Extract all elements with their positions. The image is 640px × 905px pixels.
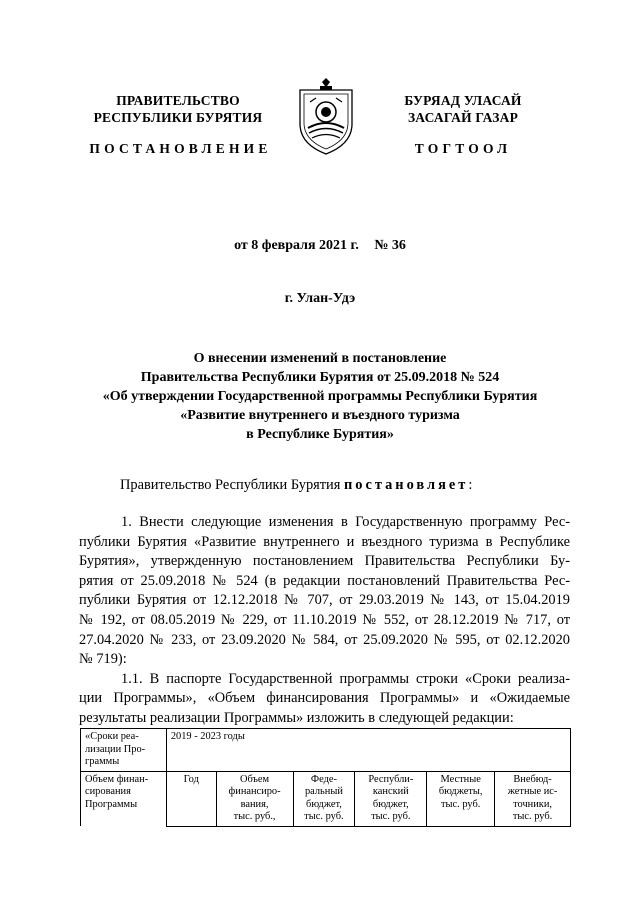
paragraph-line: 27.04.2020 № 233, от 23.09.2020 № 584, от 25.09.2020 № 595, от 02.12.2020 xyxy=(79,631,570,648)
decree-line xyxy=(120,476,570,496)
document-city: г. Улан-Удэ xyxy=(284,291,356,306)
table-cell-value: 2019 - 2023 годы xyxy=(166,729,570,772)
decree-keyword: постановляет xyxy=(343,477,469,493)
document-number: № 36 xyxy=(374,238,406,253)
title-line: Правительства Республики Бурятия от 25.09.2018 № 524 xyxy=(140,370,500,385)
document-date: от 8 февраля 2021 г. xyxy=(234,238,359,253)
title-line: «Об утверждении Государственной программы Республики Бурятия xyxy=(102,389,538,404)
header-left-line1: ПРАВИТЕЛЬСТВО xyxy=(116,93,240,108)
paragraph-line: 1. Внести следующие изменения в Государственную программу Рес- xyxy=(121,514,570,530)
doc-type-left: ПОСТАНОВЛЕНИЕ xyxy=(89,141,272,156)
title-line: «Развитие внутреннего и въездного туризма xyxy=(180,408,460,423)
paragraph-line: № 192, от 08.05.2019 № 229, от 11.10.2019 № 552, от 28.12.2019 № 717, от xyxy=(79,611,570,628)
table-cell-label: «Сроки реа- лизации Про- граммы xyxy=(81,729,167,772)
paragraph-line: ции Программы», «Объем финансирования Программы» и «Ожидаемые xyxy=(79,690,570,707)
paragraph-1 xyxy=(79,513,570,729)
date-number-line xyxy=(0,238,640,254)
table-cell-label: Объем финан- сирования Программы xyxy=(81,771,167,826)
table-row xyxy=(81,729,571,772)
paragraph-line: № 719): xyxy=(79,651,127,668)
program-passport-table xyxy=(80,728,571,827)
paragraph-line: рятия от 25.09.2018 № 524 (в редакции постановлений Правительства Рес- xyxy=(79,572,570,589)
decree-prefix: Правительство Республики Бурятия xyxy=(120,477,344,493)
decree-suffix: : xyxy=(468,477,473,493)
table-column-header: Феде- ральный бюджет, тыс. руб. xyxy=(293,771,355,826)
table-row xyxy=(81,771,571,826)
table-column-header: Внебюд- жетные ис- точники, тыс. руб. xyxy=(495,771,571,826)
title-line: О внесении изменений в постановление xyxy=(193,351,447,366)
document-title xyxy=(60,349,580,444)
paragraph-line: публики Бурятия от 12.12.2018 № 707, от 29.03.2019 № 143, от 15.04.2019 xyxy=(79,592,570,609)
coat-of-arms-emblem xyxy=(296,78,356,156)
header-right xyxy=(368,92,558,126)
header-left-line2: РЕСПУБЛИКИ БУРЯТИЯ xyxy=(93,110,263,125)
table-column-header: Республи- канский бюджет, тыс. руб. xyxy=(355,771,427,826)
doc-type-right: ТОГТООЛ xyxy=(414,141,512,156)
table-column-header: Год xyxy=(166,771,216,826)
header-right-line2: ЗАСАГАЙ ГАЗАР xyxy=(407,110,519,125)
paragraph-line: публики Бурятия «Развитие внутреннего и въездного туризма в Республике xyxy=(79,533,570,550)
table-column-header: Местные бюджеты, тыс. руб. xyxy=(427,771,495,826)
header-left xyxy=(78,92,278,126)
paragraph-line: 1.1. В паспорте Государственной программы строки «Сроки реализа- xyxy=(121,670,570,687)
paragraph-line: Бурятия», утвержденную постановлением Правительства Республики Бу- xyxy=(79,553,570,570)
table-column-header: Объем финансиро- вания, тыс. руб., xyxy=(216,771,293,826)
title-line: в Республике Бурятия» xyxy=(246,427,394,442)
header-right-line1: БУРЯАД УЛАСАЙ xyxy=(404,93,522,108)
paragraph-line: результаты реализации Программы» изложить в следующей редакции: xyxy=(79,709,514,726)
